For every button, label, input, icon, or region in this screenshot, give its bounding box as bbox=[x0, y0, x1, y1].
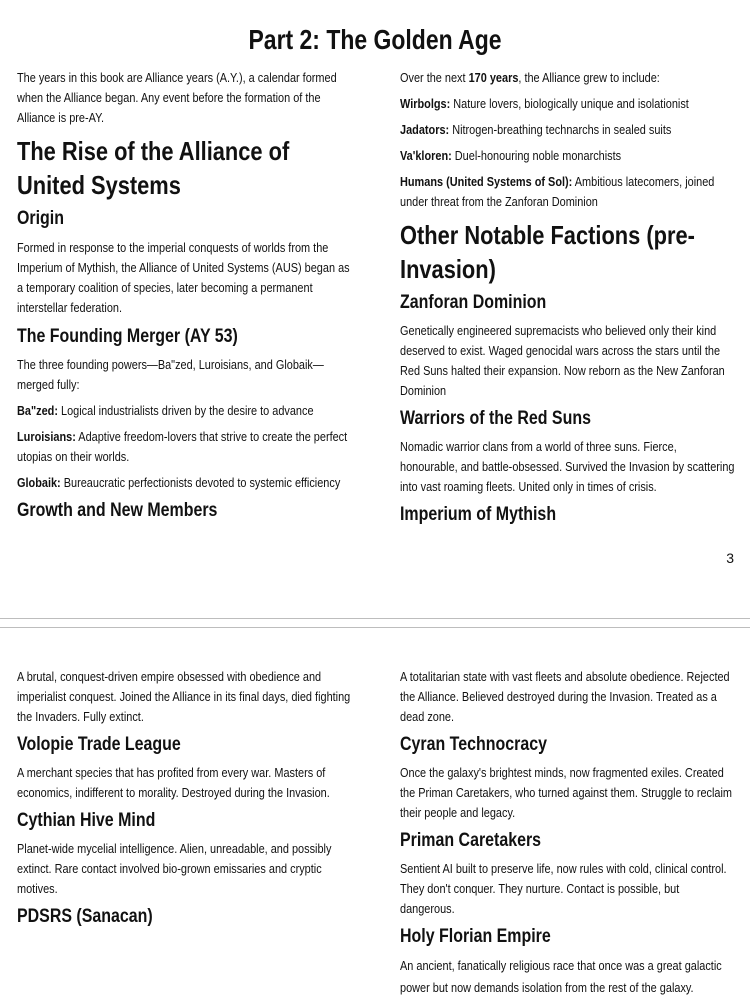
member-item bbox=[400, 172, 735, 212]
zanforan-paragraph: Genetically engineered supremacists who believed only their kind deserved to exist. Waged genocidal wars across the stars until the Red Suns halted their expansion. Now reborn as the New Zanforan Dominion bbox=[400, 323, 725, 398]
growth-years: 170 years bbox=[468, 70, 519, 85]
member-name: Humans (United Systems of Sol): bbox=[400, 174, 573, 189]
member-item bbox=[400, 94, 735, 114]
factions-heading: Other Notable Factions (pre-Invasion) bbox=[400, 220, 695, 284]
member-desc: Nitrogen-breathing technarchs in sealed suits bbox=[449, 122, 672, 137]
rise-heading: The Rise of the Alliance of United Systems bbox=[17, 136, 290, 200]
founder-desc: Adaptive freedom-lovers that strive to create the perfect utopias on their worlds. bbox=[17, 429, 348, 464]
cythian-paragraph: Planet-wide mycelial intelligence. Alien, unreadable, and possibly extinct. Rare contact involved bio-grown emissaries and cryptic motives. bbox=[17, 841, 332, 896]
member-name: Va'kloren: bbox=[400, 148, 452, 163]
member-desc: Ambitious latecomers, joined under threat from the Zanforan Dominion bbox=[400, 174, 715, 209]
page-separator bbox=[0, 618, 750, 628]
warriors-heading: Warriors of the Red Suns bbox=[400, 408, 591, 429]
priman-heading: Priman Caretakers bbox=[400, 830, 542, 851]
page-number: 3 bbox=[726, 550, 734, 566]
founder-item bbox=[17, 473, 357, 493]
pdsrs-heading: PDSRS (Sanacan) bbox=[17, 906, 153, 927]
pdsrs-paragraph: A totalitarian state with vast fleets and absolute obedience. Rejected the Alliance. Believed destroyed during the Invasion. Treated as a dead zone. bbox=[400, 669, 730, 724]
founding-merger-paragraph: The three founding powers—Ba"zed, Luroisians, and Globaik—merged fully: bbox=[17, 357, 324, 392]
member-name: Wirbolgs: bbox=[400, 96, 451, 111]
zanforan-heading: Zanforan Dominion bbox=[400, 292, 547, 313]
growth-heading: Growth and New Members bbox=[17, 500, 218, 521]
founder-name: Globaik: bbox=[17, 475, 61, 490]
member-desc: Duel-honouring noble monarchists bbox=[451, 148, 622, 163]
origin-heading: Origin bbox=[17, 208, 65, 229]
warriors-paragraph: Nomadic warrior clans from a world of three suns. Fierce, honourable, and battle-obsessed. Survived the Invasion by scattering into vast roaming fleets. United only in times of crisis. bbox=[400, 439, 735, 494]
founder-name: Ba"zed: bbox=[17, 403, 58, 418]
growth-text-pre: Over the next bbox=[400, 70, 469, 85]
founder-desc: Bureaucratic perfectionists devoted to systemic efficiency bbox=[60, 475, 341, 490]
left-column bbox=[17, 667, 357, 929]
imperium-paragraph: A brutal, conquest-driven empire obsessed with obedience and imperialist conquest. Joined the Alliance in its final days, died fighting the Invaders. Fully extinct. bbox=[17, 669, 351, 724]
founder-item bbox=[17, 427, 357, 467]
founding-merger-heading: The Founding Merger (AY 53) bbox=[17, 326, 238, 347]
growth-text-post: , the Alliance grew to include: bbox=[518, 70, 660, 85]
page-title: Part 2: The Golden Age bbox=[248, 24, 502, 55]
member-item bbox=[400, 120, 735, 140]
founder-item bbox=[17, 401, 357, 421]
left-column bbox=[17, 68, 357, 523]
cyran-heading: Cyran Technocracy bbox=[400, 734, 547, 755]
cythian-heading: Cythian Hive Mind bbox=[17, 810, 156, 831]
right-column bbox=[400, 68, 735, 527]
florian-heading: Holy Florian Empire bbox=[400, 926, 551, 947]
member-item bbox=[400, 146, 735, 166]
imperium-heading: Imperium of Mythish bbox=[400, 504, 557, 525]
founder-name: Luroisians: bbox=[17, 429, 76, 444]
member-desc: Nature lovers, biologically unique and isolationist bbox=[450, 96, 689, 111]
document-page-2 bbox=[0, 628, 750, 1000]
volopie-heading: Volopie Trade League bbox=[17, 734, 181, 755]
right-column bbox=[400, 667, 735, 999]
intro-paragraph: The years in this book are Alliance years (A.Y.), a calendar formed when the Alliance began. Any event before the formation of the Alliance is pre-AY. bbox=[17, 70, 337, 125]
priman-paragraph: Sentient AI built to preserve life, now rules with cold, clinical control. They don't conquer. They nurture. Contact is possible, but dangerous. bbox=[400, 861, 727, 916]
member-name: Jadators: bbox=[400, 122, 450, 137]
florian-paragraph: An ancient, fanatically religious race that once was a great galactic power but now demands isolation from the rest of the galaxy. bbox=[400, 958, 722, 995]
volopie-paragraph: A merchant species that has profited from every war. Masters of economics, indifferent to morality. Destroyed during the Invasion. bbox=[17, 765, 330, 800]
origin-paragraph: Formed in response to the imperial conquests of worlds from the Imperium of Mythish, the Alliance of United Systems (AUS) began as a temporary coalition of species, later becoming a permanent interstellar federation. bbox=[17, 240, 350, 315]
cyran-paragraph: Once the galaxy's brightest minds, now fragmented exiles. Created the Priman Caretakers, who turned against them. Struggle to reclaim their people and legacy. bbox=[400, 765, 733, 820]
founder-desc: Logical industrialists driven by the desire to advance bbox=[57, 403, 314, 418]
growth-paragraph bbox=[400, 68, 735, 88]
